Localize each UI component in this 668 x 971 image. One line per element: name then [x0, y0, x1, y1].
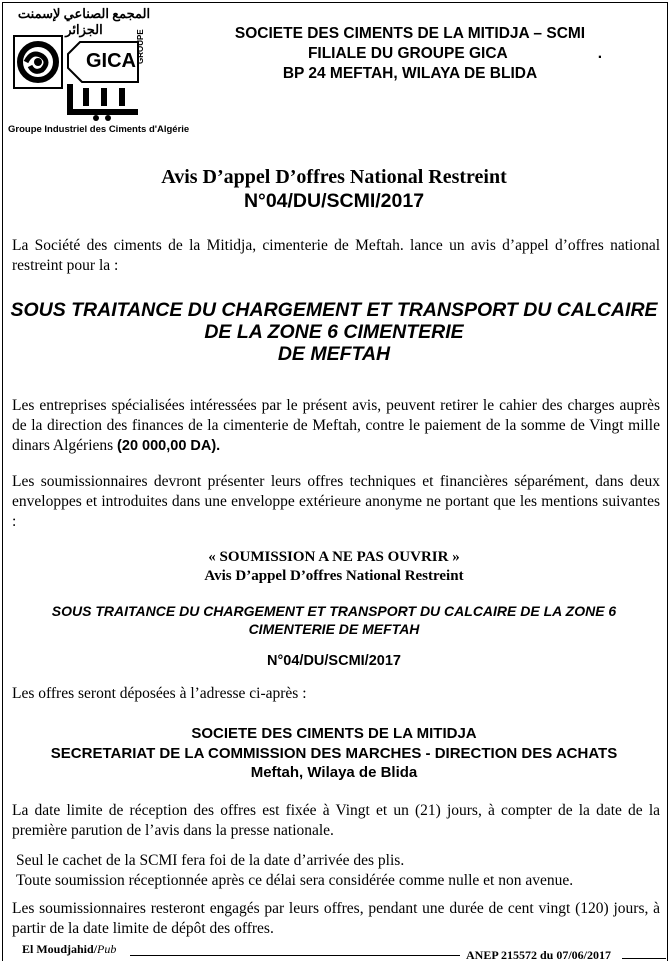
- address-line-3: Meftah, Wilaya de Blida: [250, 764, 418, 781]
- logo-vertical-label: GROUPE: [136, 29, 145, 64]
- notice-title: Avis D’appel D’offres National Restreint: [161, 166, 507, 188]
- logo-brand-arabic: [0, 0, 1, 1]
- footer-anep: ANEP 215572 du 07/06/2017: [466, 948, 612, 962]
- footer-newspaper-pub: Pub: [97, 942, 117, 956]
- cachet-line: Seul le cachet de la SCMI fera foi de la date d’arrivée des plis.: [16, 852, 405, 869]
- logo-arabic-name: المجمع الصناعي لإسمنت الجزائر: [17, 6, 151, 37]
- address-lead: Les offres seront déposées à l’adresse ci-après :: [12, 685, 307, 702]
- envelope-subject-line-1: SOUS TRAITANCE DU CHARGEMENT ET TRANSPORT DU CALCAIRE DE LA ZONE 6: [51, 603, 617, 619]
- gica-logo-icon: [12, 32, 152, 122]
- footer-newspaper-name: El Moudjahid/: [22, 942, 98, 956]
- deadline-paragraph: La date limite de réception des offres est fixée à Vingt et un (21) jours, à compter de la date de la première parution de l’avis dans la presse nationale.: [12, 802, 660, 839]
- footer-rule-right: [622, 958, 666, 959]
- cahier-paragraph: [12, 396, 660, 456]
- envelope-number: N°04/DU/SCMI/2017: [267, 653, 401, 669]
- intro-paragraph: La Société des ciments de la Mitidja, cimenterie de Meftah. lance un avis d’appel d’offres national restreint pour la :: [12, 237, 660, 274]
- address-line-2: SECRETARIAT DE LA COMMISSION DES MARCHES - DIRECTION DES ACHATS: [50, 745, 618, 762]
- gica-logo: [12, 32, 152, 122]
- address-line-1: SOCIETE DES CIMENTS DE LA MITIDJA: [191, 725, 477, 742]
- header-line-3: BP 24 MEFTAH, WILAYA DE BLIDA: [282, 65, 538, 82]
- cahier-amount: (20 000,00 DA).: [117, 438, 221, 454]
- envelope-line-1: « SOUMISSION A NE PAS OUVRIR »: [208, 549, 460, 565]
- header-line-1: SOCIETE DES CIMENTS DE LA MITIDJA – SCMI: [234, 25, 586, 42]
- subject-line-2: DE LA ZONE 6 CIMENTERIE: [204, 321, 464, 343]
- header-line-2: FILIALE DU GROUPE GICA .: [307, 45, 603, 62]
- header-stray-mark: .: [597, 45, 603, 62]
- nulle-line: Toute soumission réceptionnée après ce délai sera considérée comme nulle et non avenue.: [16, 872, 574, 889]
- envelope-subject-line-2: CIMENTERIE DE MEFTAH: [248, 621, 420, 637]
- footer-rule-left: [130, 955, 460, 956]
- cahier-text: Les entreprises spécialisées intéressées par le présent avis, peuvent retirer le cahier des charges auprès de la direction des finances de la cimenterie de Meftah, contre le paiement de la somme de Vingt mille dinars Algériens: [12, 397, 660, 454]
- notice-number: N°04/DU/SCMI/2017: [243, 190, 425, 212]
- footer-newspaper: [22, 942, 116, 957]
- company-header: [160, 24, 660, 84]
- logo-brand-latin: GICA: [86, 50, 136, 72]
- subject-line-1: SOUS TRAITANCE DU CHARGEMENT ET TRANSPORT DU CALCAIRE: [10, 299, 658, 321]
- engagement-paragraph: Les soumissionnaires resteront engagés par leurs offres, pendant une durée de cent vingt (120) jours, à partir de la date limite de dépôt des offres.: [12, 900, 660, 937]
- soumission-paragraph: Les soumissionnaires devront présenter leurs offres techniques et financières séparément, dans deux enveloppes et introduites dans une enveloppe extérieure anonyme ne portant que les mentions suivantes :: [12, 473, 660, 530]
- subject-block: [0, 299, 668, 365]
- logo-caption: Groupe Industriel des Ciments d'Algérie: [8, 124, 190, 135]
- subject-line-3: DE MEFTAH: [277, 343, 391, 365]
- envelope-line-2: Avis D’appel D’offres National Restreint: [204, 568, 464, 584]
